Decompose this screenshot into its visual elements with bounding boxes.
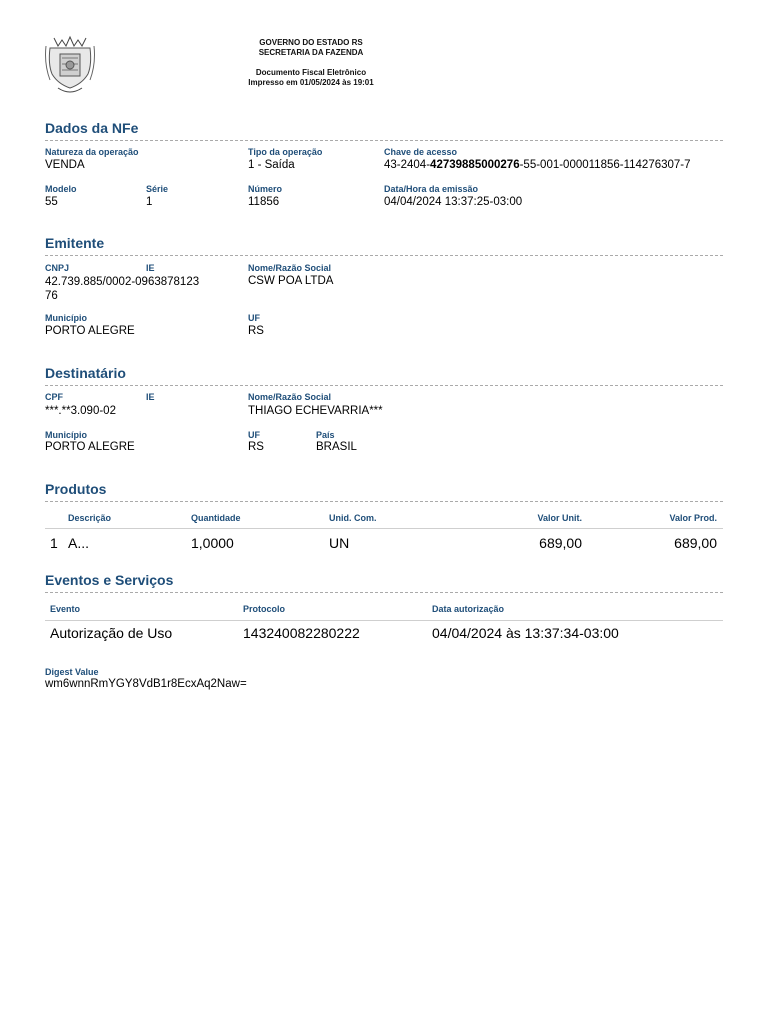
header-line2: SECRETARIA DA FAZENDA: [258, 47, 364, 57]
table-header-divider: [45, 528, 723, 529]
coat-of-arms-logo: [44, 34, 96, 96]
row-descricao: A...: [68, 535, 90, 551]
emitente-nome-value: CSW POA LTDA: [248, 275, 334, 287]
protocolo-value: 143240082280222: [243, 625, 360, 641]
destinatario-municipio-label: Município: [45, 430, 87, 440]
chave-prefix: 43-2404-: [384, 159, 431, 171]
digest-label: Digest Value: [45, 667, 99, 677]
serie-label: Série: [146, 184, 169, 194]
section-title-eventos: Eventos e Serviços: [45, 572, 174, 588]
col-header-valor-prod: Valor Prod.: [669, 513, 717, 523]
destinatario-uf-label: UF: [248, 430, 260, 440]
numero-value: 11856: [248, 196, 280, 208]
row-valor-prod: 689,00: [674, 535, 717, 551]
row-number: 1: [50, 535, 58, 551]
emitente-uf-value: RS: [248, 325, 264, 337]
emitente-uf-label: UF: [248, 313, 260, 323]
destinatario-municipio-value: PORTO ALEGRE: [45, 441, 135, 453]
col-header-unidade: Unid. Com.: [329, 513, 377, 523]
col-header-evento: Evento: [50, 604, 81, 614]
chave-bold: 42739885000276: [430, 159, 520, 171]
header-doc-title: Documento Fiscal Eletrônico: [255, 68, 367, 77]
destinatario-ie-label: IE: [146, 392, 155, 402]
destinatario-nome-value: THIAGO ECHEVARRIA***: [248, 405, 383, 417]
natureza-value: VENDA: [45, 159, 85, 171]
col-header-quantidade: Quantidade: [191, 513, 241, 523]
col-header-valor-unit: Valor Unit.: [537, 513, 582, 523]
header-document: [200, 68, 422, 87]
cpf-label: CPF: [45, 392, 63, 402]
section-divider: [45, 140, 723, 141]
digest-value: wm6wnnRmYGY8VdB1r8EcxAq2Naw=: [45, 678, 247, 690]
section-title-emitente: Emitente: [45, 235, 105, 251]
emitente-municipio-label: Município: [45, 313, 87, 323]
header-line1: GOVERNO DO ESTADO RS: [259, 38, 363, 47]
row-quantidade: 1,0000: [191, 535, 234, 551]
chave-suffix: -55-001-000011856-114276307-7: [519, 159, 691, 171]
destinatario-uf-value: RS: [248, 441, 264, 453]
modelo-label: Modelo: [45, 184, 77, 194]
cpf-value: ***.**3.090-02: [45, 405, 116, 417]
emissao-label: Data/Hora da emissão: [384, 184, 479, 194]
cnpj-label: CNPJ: [45, 263, 70, 273]
header-printed: Impresso em 01/05/2024 às 19:01: [248, 77, 374, 87]
section-divider: [45, 501, 723, 502]
destinatario-nome-label: Nome/Razão Social: [248, 392, 332, 402]
data-autorizacao-value: 04/04/2024 às 13:37:34-03:00: [432, 625, 619, 641]
section-title-produtos: Produtos: [45, 481, 107, 497]
emitente-ie-label: IE: [146, 263, 155, 273]
table-header-divider: [45, 620, 723, 621]
col-header-protocolo: Protocolo: [243, 604, 285, 614]
natureza-label: Natureza da operação: [45, 147, 139, 157]
serie-value: 1: [146, 196, 153, 208]
tipo-label: Tipo da operação: [248, 147, 323, 157]
section-divider: [45, 592, 723, 593]
section-title-dados-nfe: Dados da NFe: [45, 120, 139, 136]
row-unidade: UN: [329, 535, 350, 551]
chave-label: Chave de acesso: [384, 147, 458, 157]
section-divider: [45, 255, 723, 256]
modelo-value: 55: [45, 196, 58, 208]
pais-label: País: [316, 430, 335, 440]
header-government: [200, 38, 422, 57]
cnpj-value: 42.739.885/0002-0963878123 76: [45, 276, 200, 302]
col-header-data-autorizacao: Data autorização: [432, 604, 505, 614]
emitente-nome-label: Nome/Razão Social: [248, 263, 332, 273]
emitente-municipio-value: PORTO ALEGRE: [45, 325, 135, 337]
tipo-value: 1 - Saída: [248, 159, 295, 171]
pais-value: BRASIL: [316, 441, 357, 453]
emissao-value: 04/04/2024 13:37:25-03:00: [384, 196, 523, 208]
numero-label: Número: [248, 184, 283, 194]
evento-value: Autorização de Uso: [50, 625, 173, 641]
section-divider: [45, 385, 723, 386]
section-title-destinatario: Destinatário: [45, 365, 126, 381]
col-header-descricao: Descrição: [68, 513, 112, 523]
row-valor-unit: 689,00: [539, 535, 582, 551]
chave-value: [384, 159, 691, 171]
